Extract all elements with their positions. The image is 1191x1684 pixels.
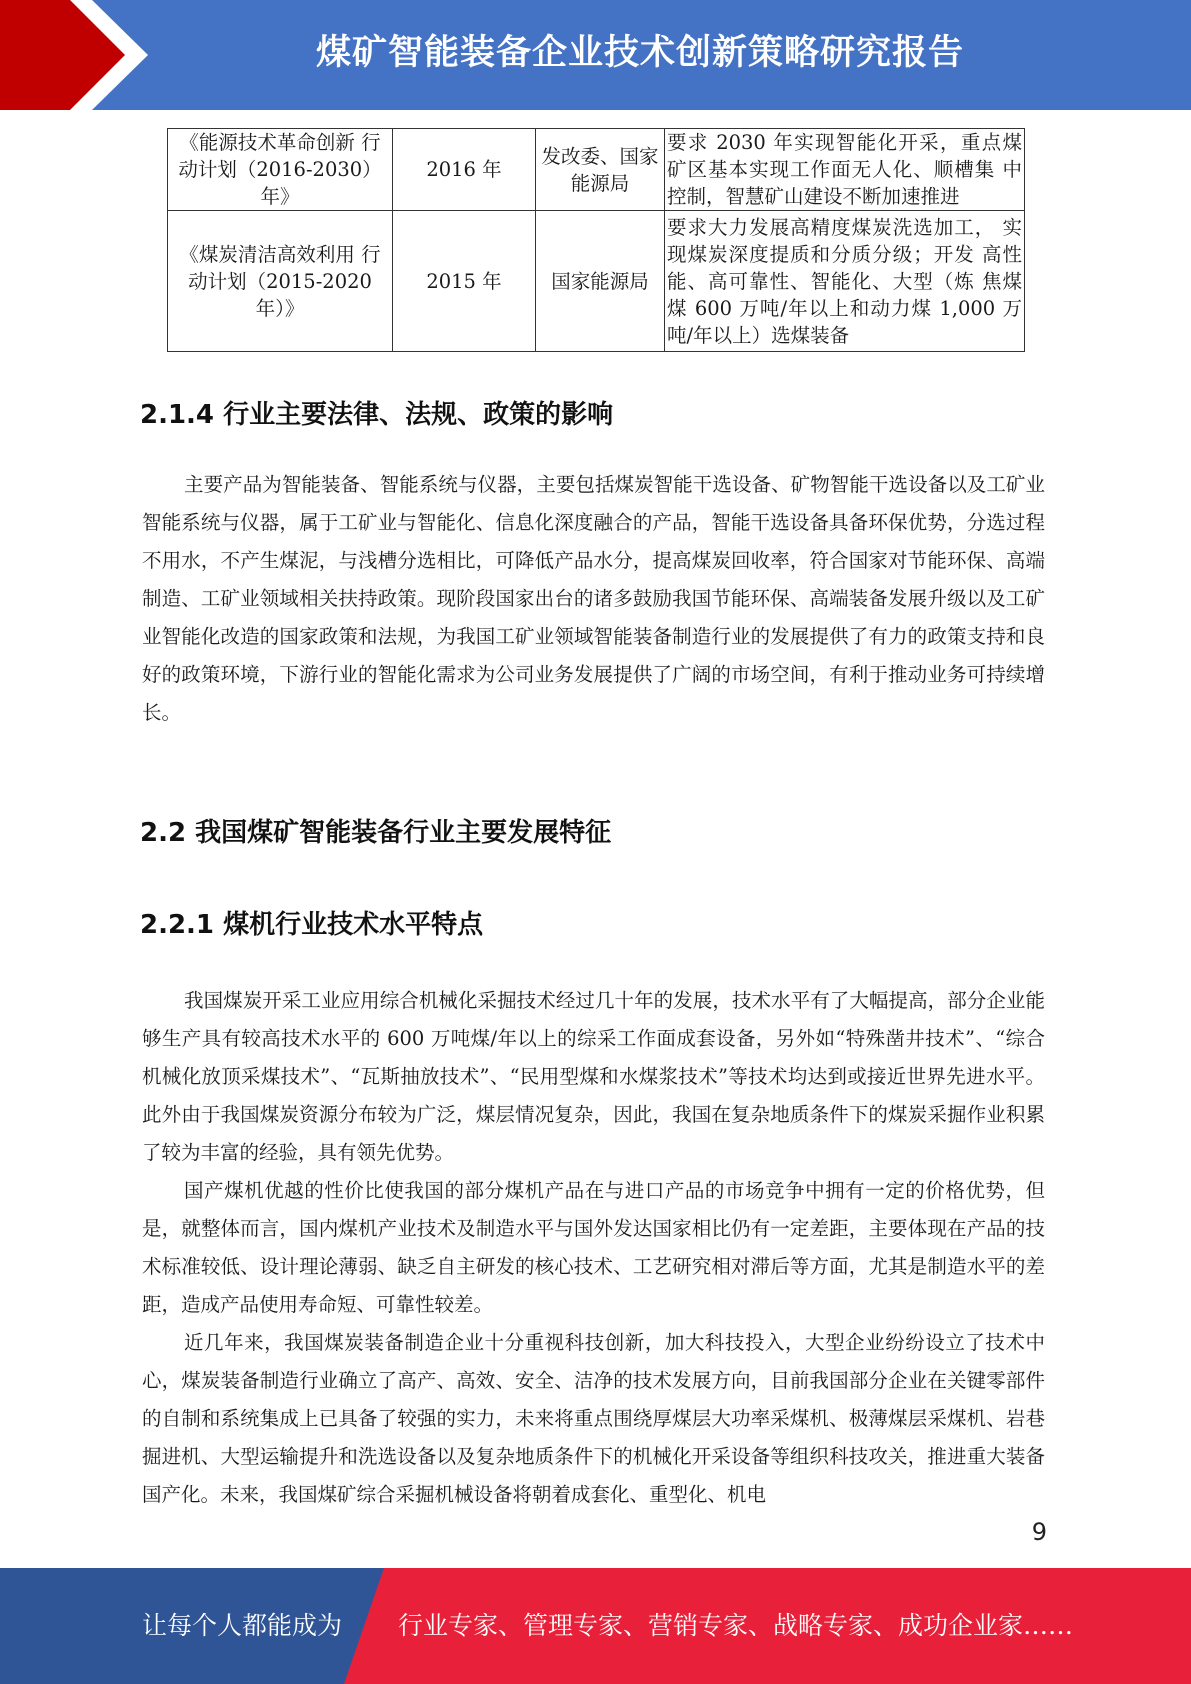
report-title: 煤矿智能装备企业技术创新策略研究报告: [315, 33, 964, 73]
page-header: [0, 0, 1191, 110]
footer-slogan-right: 行业专家、管理专家、营销专家、战略专家、成功企业家……: [398, 1611, 1074, 1640]
table-row: [168, 129, 1025, 211]
section-heading-2-1-4: 2.1.4 行业主要法律、法规、政策的影响: [140, 400, 614, 430]
table-row: [168, 211, 1025, 352]
section-2-2-1-paragraph-2: 国产煤机优越的性价比使我国的部分煤机产品在与进口产品的市场竞争中拥有一定的价格优势，但是，就整体而言，国内煤机产业技术及制造水平与国外发达国家相比仍有一定差距，主要体现在产品的技术标准较低、设计理论薄弱、缺乏自主研发的核心技术、工艺研究相对滞后等方面，尤其是制造水平的差距，造成产品使用寿命短、可靠性较差。: [142, 1179, 1045, 1316]
policy-department-cell: 国家能源局: [536, 211, 665, 352]
page-number: 9: [1031, 1518, 1047, 1546]
section-2-2-1-paragraph-3: 近几年来，我国煤炭装备制造企业十分重视科技创新，加大科技投入，大型企业纷纷设立了技术中心，煤炭装备制造行业确立了高产、高效、安全、洁净的技术发展方向，目前我国部分企业在关键零部件的自制和系统集成上已具备了较强的实力，未来将重点围绕厚煤层大功率采煤机、极薄煤层采煤机、岩巷掘进机、大型运输提升和洗选设备以及复杂地质条件下的机械化开采设备等组织科技攻关，推进重大装备国产化。未来，我国煤矿综合采掘机械设备将朝着成套化、重型化、机电: [142, 1331, 1045, 1506]
policy-department-cell: 发改委、国家能源局: [536, 129, 665, 211]
section-2-2-1-paragraph-1: 我国煤炭开采工业应用综合机械化采掘技术经过几十年的发展，技术水平有了大幅提高，部分企业能够生产具有较高技术水平的 600 万吨煤/年以上的综采工作面成套设备，另外如“特殊凿井技术”、“综合机械化放顶采煤技术”、“瓦斯抽放技术”、“民用型煤和水煤浆技术”等技术均达到或接近世界先进水平。此外由于我国煤炭资源分布较为广泛，煤层情况复杂，因此，我国在复杂地质条件下的煤炭采掘作业积累了较为丰富的经验，具有领先优势。: [142, 989, 1045, 1164]
page-footer: [0, 1568, 1191, 1684]
policy-content-cell: 要求大力发展高精度煤炭洗选加工， 实现煤炭深度提质和分质分级；开发 高性能、高可靠性、智能化、大型（炼 焦煤煤 600 万吨/年以上和动力煤 1,000 万吨/年以上）选煤装备: [665, 211, 1025, 352]
footer-slogan-left: 让每个人都能成为: [142, 1611, 343, 1640]
policy-name-cell: 《能源技术革命创新 行动计划（2016-2030）年》: [168, 129, 393, 211]
header-chevron-icon: [0, 0, 150, 110]
section-heading-2-2-1: 2.2.1 煤机行业技术水平特点: [140, 910, 484, 940]
section-heading-2-2: 2.2 我国煤矿智能装备行业主要发展特征: [140, 818, 612, 848]
policy-year-cell: 2015 年: [393, 211, 536, 352]
policy-content-cell: 要求 2030 年实现智能化开采，重点煤 矿区基本实现工作面无人化、顺槽集 中控制，智慧矿山建设不断加速推进: [665, 129, 1025, 211]
section-2-1-4-paragraph: 主要产品为智能装备、智能系统与仪器，主要包括煤炭智能干选设备、矿物智能干选设备以及工矿业智能系统与仪器，属于工矿业与智能化、信息化深度融合的产品，智能干选设备具备环保优势，分选过程不用水，不产生煤泥，与浅槽分选相比，可降低产品水分，提高煤炭回收率，符合国家对节能环保、高端制造、工矿业领域相关扶持政策。现阶段国家出台的诸多鼓励我国节能环保、高端装备发展升级以及工矿业智能化改造的国家政策和法规，为我国工矿业领域智能装备制造行业的发展提供了有力的政策支持和良好的政策环境，下游行业的智能化需求为公司业务发展提供了广阔的市场空间，有利于推动业务可持续增长。: [142, 473, 1045, 724]
policy-year-cell: 2016 年: [393, 129, 536, 211]
policy-name-cell: 《煤炭清洁高效利用 行动计划（2015-2020 年）》: [168, 211, 393, 352]
policy-table: [167, 128, 1025, 352]
